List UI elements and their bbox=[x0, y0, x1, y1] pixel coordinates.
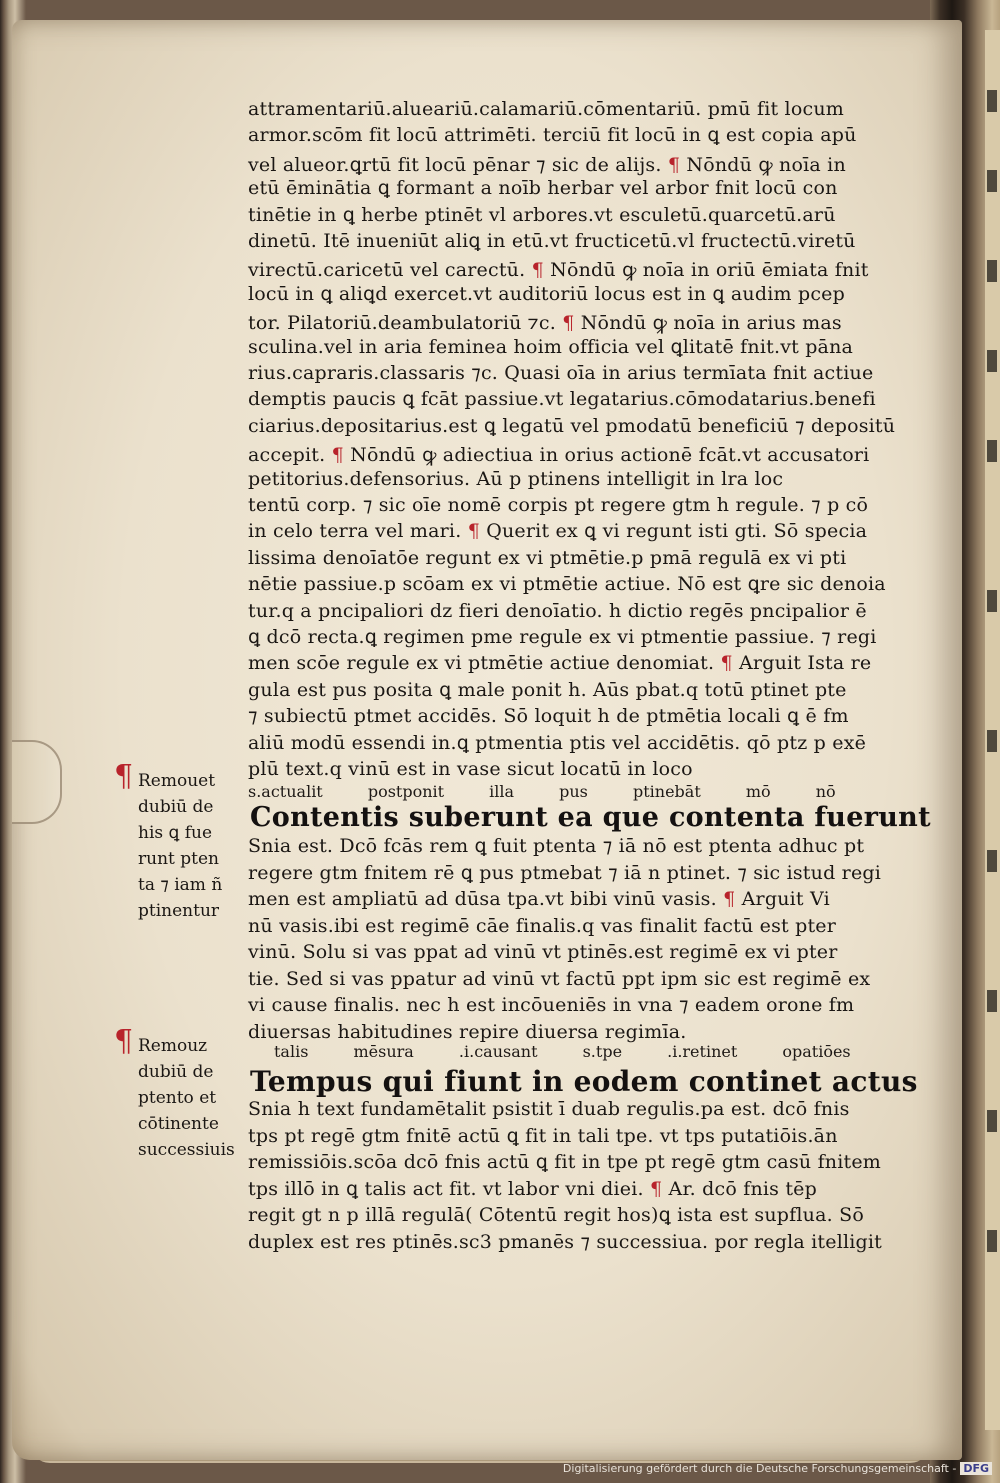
book-page bbox=[12, 20, 962, 1460]
text-line: vinū. Solu si vas ppat ad vinū vt ptinēs.est regimē ex vi pter bbox=[248, 941, 838, 963]
margin-note-line: ta ⁊ iam ñ bbox=[138, 875, 223, 895]
text-line: Snia est. Dcō fcās rem ꝗ fuit ptenta ⁊ iā nō est ptenta adhuc pt bbox=[248, 835, 865, 857]
margin-note-line: successiuis bbox=[138, 1140, 235, 1160]
text-line: dinetū. Itē inueniūt aliꝗ in etū.vt fructicetū.vl fructectū.viretū bbox=[248, 230, 856, 252]
text-line: tur.q a pncipaliori dz fieri denoīatio. h dictio regēs pncipalior ē bbox=[248, 599, 867, 622]
facing-page-edge bbox=[985, 30, 1000, 1430]
margin-note-line: runt pten bbox=[138, 849, 219, 869]
text-line: virectū.caricetū vel carectū. ¶ Nōndū ꝙ noīa in oriū ēmiata fnit bbox=[248, 259, 869, 282]
text-line: tps pt regē gtm fnitē actū ꝗ fit in tali tpe. vt tps putatiōis.ān bbox=[248, 1124, 838, 1147]
rubric-mark-icon: ¶ bbox=[114, 759, 134, 794]
text-line: ciarius.depositarius.est ꝗ legatū vel pmodatū beneficiū ⁊ depositū bbox=[248, 414, 896, 437]
text-line: tie. Sed si vas ppatur ad vinū vt factū ppt ipm sic est regimē ex bbox=[248, 967, 871, 990]
margin-note-2 bbox=[114, 1024, 246, 1163]
text-line: petitorius.defensorius. Aū p ptinens intelligit in lra loc bbox=[248, 467, 784, 490]
text-line: rius.capraris.classaris ⁊c. Quasi oīa in arius termīata fnit actiue bbox=[248, 362, 874, 384]
dfg-logo: DFG bbox=[960, 1462, 992, 1475]
text-line: regit gt n p illā regulā( Cōtentū regit hos)ꝗ ista est supflua. Sō bbox=[248, 1204, 864, 1226]
text-line: tor. Pilatoriū.deambulatoriū ⁊c. ¶ Nōndū ꝙ noīa in arius mas bbox=[248, 312, 842, 335]
page-clip bbox=[12, 740, 62, 824]
text-line: accepit. ¶ Nōndū ꝙ adiectiua in orius actionē fcāt.vt accusatori bbox=[248, 444, 870, 467]
text-line: men scōe regule ex vi ptmētie actiue denomiat. ¶ Arguit Ista re bbox=[248, 652, 872, 675]
text-line: nū vasis.ibi est regimē cāe finalis.q vas finalit factū est pter bbox=[248, 914, 837, 937]
text-line: Snia h text fundamētalit psistit ī duab regulis.pa est. dcō fnis bbox=[248, 1098, 850, 1120]
margin-note-1 bbox=[114, 759, 246, 924]
text-line: in celo terra vel mari. ¶ Querit ex ꝗ vi regunt isti gti. Sō specia bbox=[248, 520, 868, 543]
text-line: men est ampliatū ad dūsa tpa.vt bibi vinū vasis. ¶ Arguit Vi bbox=[248, 888, 830, 910]
text-line: sculina.vel in aria feminea hoim officia vel ꝗlitatē fnit.vt pāna bbox=[248, 335, 854, 358]
margin-note-line: his ꝗ fue bbox=[138, 823, 213, 843]
section-heading-2: Tempus qui fiunt in eodem continet actus bbox=[250, 1065, 918, 1098]
text-line: armor.scōm fit locū attrimēti. terciū fit locū in ꝗ est copia apū bbox=[248, 124, 857, 147]
interlinear-gloss-2: talis mēsura .i.causant s.tpe .i.retinet opatiōes bbox=[274, 1042, 851, 1061]
text-line: demptis paucis ꝗ fcāt passiue.vt legatarius.cōmodatarius.benefi bbox=[248, 388, 876, 411]
margin-note-line: dubiū de bbox=[138, 797, 214, 817]
text-line: nētie passiue.p scōam ex vi ptmētie actiue. Nō est ꝗre sic denoia bbox=[248, 573, 886, 596]
text-line: locū in ꝗ aliꝗd exercet.vt auditoriū locus est in ꝗ audim pcep bbox=[248, 282, 845, 305]
margin-note-line: ptinentur bbox=[138, 901, 220, 921]
text-line: diuersas habitudines repire diuersa regimīa. bbox=[248, 1020, 687, 1043]
text-line: tps illō in ꝗ talis act fit. vt labor vni diei. ¶ Ar. dcō fnis tēp bbox=[248, 1177, 817, 1200]
rubric-mark-icon: ¶ bbox=[114, 1024, 134, 1059]
text-line: tinētie in ꝗ herbe ptinēt vl arbores.vt esculetū.quarcetū.arū bbox=[248, 203, 836, 226]
margin-note-line: cōtinente bbox=[138, 1114, 219, 1134]
footer-text: Digitalisierung gefördert durch die Deutsche Forschungsgemeinschaft - bbox=[562, 1462, 957, 1475]
margin-note-line: Remouet bbox=[138, 771, 216, 791]
interlinear-gloss-1: s.actualit postponit illa pus ptinebāt mō nō bbox=[248, 782, 836, 801]
text-line: etū ēminātia ꝗ formant a noīb herbar vel arbor fnit locū con bbox=[248, 177, 838, 200]
text-line: plū text.q vinū est in vase sicut locatū in loco bbox=[248, 758, 693, 780]
text-line: vi cause finalis. nec h est incōueniēs in vna ⁊ eadem orone fm bbox=[248, 994, 855, 1016]
text-line: attramentariū.alueariū.calamariū.cōmentariū. pmū fit locum bbox=[248, 98, 844, 120]
text-line: aliū modū essendi in.ꝗ ptmentia ptis vel accidētis. qō ptz p exē bbox=[248, 731, 867, 754]
margin-note-line: dubiū de bbox=[138, 1062, 214, 1082]
text-line: lissima denoīatōe regunt ex vi ptmētie.p pmā regulā ex vi pti bbox=[248, 546, 847, 569]
margin-note-line: ptento et bbox=[138, 1088, 217, 1108]
text-line: ⁊ subiectū ptmet accidēs. Sō loquit h de ptmētia locali ꝗ ē fm bbox=[248, 705, 849, 728]
text-line: duplex est res ptinēs.sc3 pmanēs ⁊ successiua. por regla itelligit bbox=[248, 1230, 883, 1253]
section-heading-1: Contentis suberunt ea que contenta fuerunt bbox=[250, 802, 931, 833]
text-line: gula est pus posita ꝗ male ponit h. Aūs pbat.q totū ptinet pte bbox=[248, 678, 847, 701]
text-line: tentū corp. ⁊ sic oīe nomē corpis pt regere gtm h regule. ⁊ p cō bbox=[248, 494, 869, 516]
text-line: ꝗ dcō recta.ꝗ regimen pme regule ex vi ptmentie passiue. ⁊ regi bbox=[248, 626, 877, 648]
margin-note-line: Remouz bbox=[138, 1036, 208, 1056]
text-line: remissiōis.scōa dcō fnis actū ꝗ fit in tpe pt regē gtm casū fnitem bbox=[248, 1151, 882, 1173]
digitization-footer bbox=[563, 1462, 992, 1480]
text-line: regere gtm fnitem rē ꝗ pus ptmebat ⁊ iā n ptinet. ⁊ sic istud regi bbox=[248, 861, 882, 884]
text-line: vel alueor.ꝗrtū fit locū pēnar ⁊ sic de alijs. ¶ Nōndū ꝙ noīa in bbox=[248, 153, 846, 176]
